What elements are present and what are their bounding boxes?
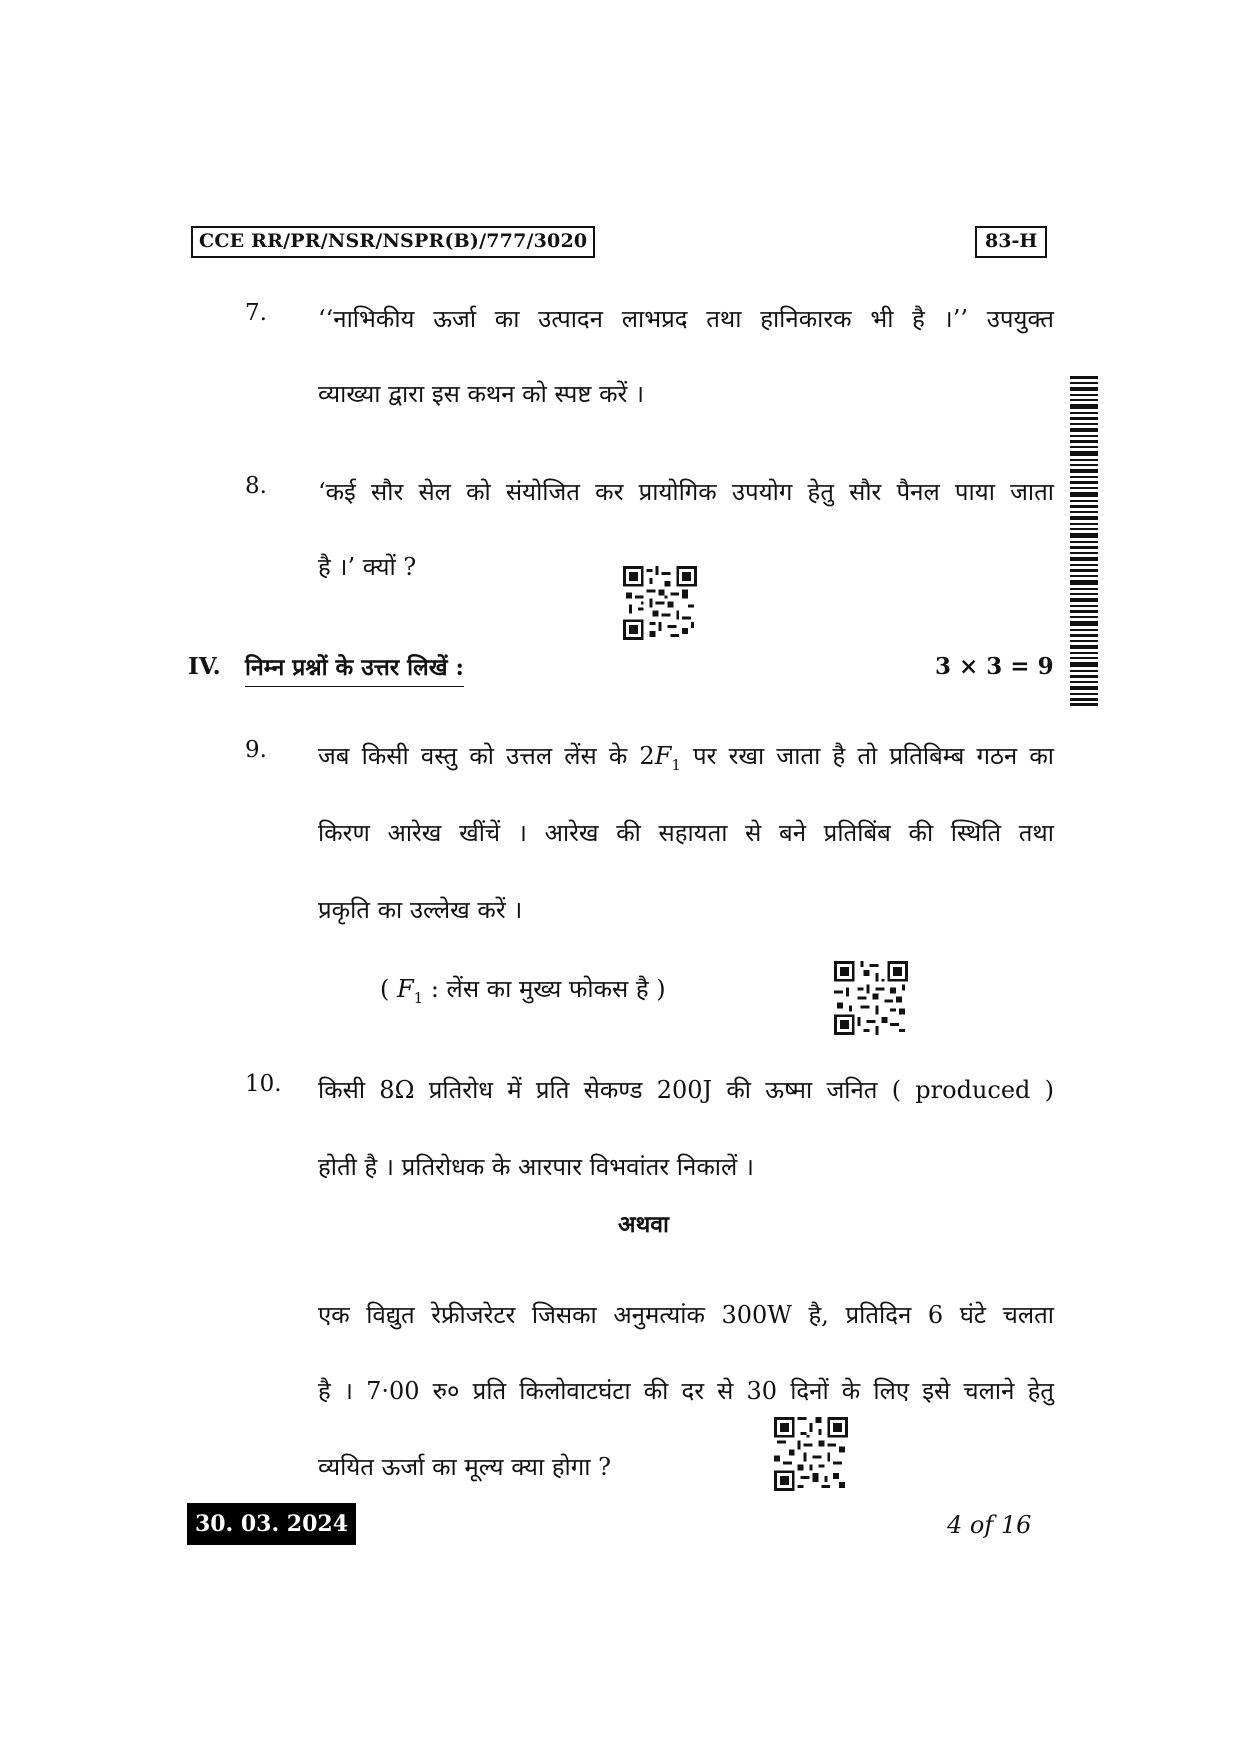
barcode: [1070, 376, 1098, 706]
question-8-line-2: है ।’ क्यों ?: [318, 553, 417, 581]
question-10-alt-line-3: व्ययित ऊर्जा का मूल्य क्या होगा ?: [318, 1453, 611, 1481]
question-9-line-1: जब किसी वस्तु को उत्तल लेंस के $2F_1$ पर रखा जाता है तो प्रतिबिम्ब गठन का: [318, 742, 1054, 774]
question-10-number: 10.: [245, 1071, 282, 1097]
qr-code: [774, 1417, 848, 1491]
section-title: निम्न प्रश्नों के उत्तर लिखें :: [245, 650, 464, 687]
question-7-line-1: ‘‘नाभिकीय ऊर्जा का उत्पादन लाभप्रद तथा हानिकारक भी है ।’’ उपयुक्त: [318, 305, 1054, 333]
question-8-line-1: ‘कई सौर सेल को संयोजित कर प्रायोगिक उपयोग हेतु सौर पैनल पाया जाता: [318, 478, 1054, 506]
question-10-line-1: किसी 8Ω प्रतिरोध में प्रति सेकण्ड 200J की ऊष्मा जनित ( produced ): [318, 1076, 1054, 1104]
page-number: 4 of 16: [947, 1511, 1032, 1539]
subject-code: 83-H: [975, 226, 1047, 258]
or-label: अथवा: [618, 1211, 670, 1238]
question-10-line-2: होती है । प्रतिरोधक के आरपार विभवांतर निकालें ।: [318, 1153, 754, 1181]
question-9-number: 9.: [245, 737, 267, 763]
qr-code: [623, 566, 697, 640]
qr-code: [834, 961, 908, 1035]
question-9-line-2: किरण आरेख खींचें । आरेख की सहायता से बने प्रतिबिंब की स्थिति तथा: [318, 819, 1054, 847]
question-7-line-2: व्याख्या द्वारा इस कथन को स्पष्ट करें ।: [318, 380, 645, 408]
question-8-number: 8.: [245, 473, 267, 499]
paper-code: CCE RR/PR/NSR/NSPR(B)/777/3020: [191, 226, 595, 258]
question-7-number: 7.: [245, 300, 267, 326]
section-marks: 3 × 3 = 9: [935, 653, 1054, 680]
section-number: IV.: [188, 653, 221, 680]
exam-date: 30. 03. 2024: [187, 1503, 356, 1545]
question-9-line-3: प्रकृति का उल्लेख करें ।: [318, 896, 523, 924]
question-10-alt-line-2: है । 7·00 रु० प्रति किलोवाटघंटा की दर से 30 दिनों के लिए इसे चलाने हेतु: [318, 1377, 1054, 1405]
question-9-note: ( $F_1$ : लेंस का मुख्य फोकस है ): [380, 975, 666, 1007]
question-10-alt-line-1: एक विद्युत रेफ्रीजरेटर जिसका अनुमत्यांक 300W है, प्रतिदिन 6 घंटे चलता: [318, 1301, 1054, 1329]
